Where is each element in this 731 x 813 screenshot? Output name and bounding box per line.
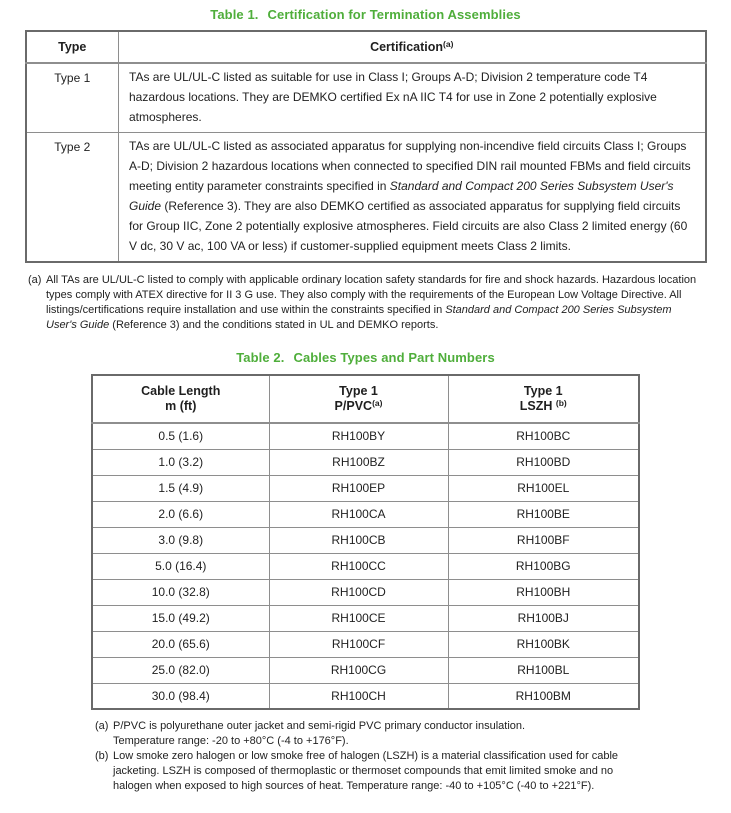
type2-label-cell: Type 2 <box>26 133 119 263</box>
table-row <box>92 449 639 475</box>
table-row <box>92 657 639 683</box>
table1-footnote-a-marker: (a) <box>28 274 42 286</box>
cables-table <box>91 374 640 710</box>
table-row <box>92 579 639 605</box>
table2-footnote-a <box>95 719 651 749</box>
type1-label-cell: Type 1 <box>26 63 119 133</box>
footnote-a-text-part1: All TAs are UL/UL-C listed to comply with applicable ordinary location safety standards for fire and shock hazards. Hazardous location types comply with ATEX directive for II 3 G use. They also comply with the requirements of the European Low Voltage Directive. All listings/certifications require installation and use within the constraints specified in <box>46 274 697 316</box>
ppvc-part-cell: RH100EP <box>269 475 448 501</box>
certification-header-label: Certification <box>370 40 444 54</box>
table-row <box>92 683 639 709</box>
certification-table-row-type2 <box>26 133 706 263</box>
type2-certification-cell <box>119 133 706 263</box>
cable-length-cell: 15.0 (49.2) <box>92 605 269 631</box>
cable-length-cell: 1.0 (3.2) <box>92 449 269 475</box>
table1-footnote-a-text <box>46 273 705 333</box>
certification-table-header-type: Type <box>26 31 119 63</box>
cables-header-cable-length <box>92 375 269 423</box>
cable-length-cell: 5.0 (16.4) <box>92 553 269 579</box>
cable-length-cell: 2.0 (6.6) <box>92 501 269 527</box>
lszh-header-label: LSZH <box>519 399 556 413</box>
table2-footnote-b-marker: (b) <box>95 750 109 762</box>
table1-title-text: Certification for Termination Assemblies <box>267 7 521 22</box>
lszh-part-cell: RH100BK <box>448 631 639 657</box>
lszh-header-line2 <box>453 399 635 414</box>
lszh-part-cell: RH100BL <box>448 657 639 683</box>
cable-length-cell: 25.0 (82.0) <box>92 657 269 683</box>
cable-length-cell: 1.5 (4.9) <box>92 475 269 501</box>
certification-table-header-certification <box>119 31 706 63</box>
table-row <box>92 631 639 657</box>
table-row <box>92 423 639 449</box>
lszh-part-cell: RH100BH <box>448 579 639 605</box>
footnote-a-guide-title: Standard and Compact 200 Series Subsystem User's Guide <box>46 304 672 331</box>
footnote-a-line1: P/PVC is polyurethane outer jacket and semi-rigid PVC primary conductor insulation. <box>113 720 526 732</box>
ppvc-part-cell: RH100CA <box>269 501 448 527</box>
lszh-part-cell: RH100BJ <box>448 605 639 631</box>
lszh-part-cell: RH100BF <box>448 527 639 553</box>
ppvc-header-line1: Type 1 <box>339 384 378 398</box>
ppvc-part-cell: RH100BY <box>269 423 448 449</box>
type2-certification-text-cont: (Reference 3). They are also DEMKO certified as associated apparatus for supplying field circuits for Group IIC, Zone 2 potentially explosive atmospheres. Field circuits are also Class 2 limited energy (60 V dc, 30 V ac, 100 VA or less) if customer-supplied equipment meets Class 2 limits. <box>129 199 688 253</box>
ppvc-header-label: P/PVC <box>334 399 373 413</box>
lszh-part-cell: RH100BD <box>448 449 639 475</box>
ppvc-part-cell: RH100BZ <box>269 449 448 475</box>
table2-title-text: Cables Types and Part Numbers <box>293 350 495 365</box>
lszh-part-cell: RH100BG <box>448 553 639 579</box>
table1-title <box>0 7 731 22</box>
lszh-part-cell: RH100BM <box>448 683 639 709</box>
cable-length-header-line1: Cable Length <box>141 384 221 398</box>
cable-length-cell: 30.0 (98.4) <box>92 683 269 709</box>
table2-footnote-b <box>95 749 651 794</box>
type1-certification-cell: TAs are UL/UL-C listed as suitable for use in Class I; Groups A-D; Division 2 temperature code T4 hazardous locations. They are DEMKO certified Ex nA IIC T4 for use in Zone 2 potentially explosive atmospheres. <box>119 63 706 133</box>
table2-footnote-a-marker: (a) <box>95 720 109 732</box>
cables-header-ppvc <box>269 375 448 423</box>
certification-header-footnote-ref: (a) <box>443 39 454 49</box>
table-row <box>92 527 639 553</box>
table1-title-label: Table 1. <box>210 7 259 22</box>
table2-title <box>0 350 731 365</box>
footnote-a-text-part2: (Reference 3) and the conditions stated in UL and DEMKO reports. <box>109 319 439 331</box>
cables-table-header-row <box>92 375 639 423</box>
table-row <box>92 553 639 579</box>
ppvc-part-cell: RH100CF <box>269 631 448 657</box>
ppvc-header-line2 <box>274 399 444 414</box>
cable-length-cell: 20.0 (65.6) <box>92 631 269 657</box>
table-row <box>92 475 639 501</box>
table1-footnote-a <box>28 273 705 333</box>
certification-table-header-row <box>26 31 706 63</box>
cable-length-cell: 0.5 (1.6) <box>92 423 269 449</box>
ppvc-part-cell: RH100CG <box>269 657 448 683</box>
certification-table-row-type1 <box>26 63 706 133</box>
lszh-header-line1: Type 1 <box>523 384 563 398</box>
cable-length-cell: 3.0 (9.8) <box>92 527 269 553</box>
ppvc-part-cell: RH100CH <box>269 683 448 709</box>
table2-footnote-b-text: Low smoke zero halogen or low smoke free of halogen (LSZH) is a material classification used for cable jacketing. LSZH is composed of thermoplastic or thermoset compounds that emit limited smoke and no halogen when exposed to high sources of heat. Temperature range: -40 to +105°C (-40 to +221°F). <box>113 750 619 792</box>
table-row <box>92 605 639 631</box>
cable-length-header-line2: m (ft) <box>165 399 197 413</box>
table2-footnote-a-text <box>113 719 651 749</box>
lszh-header-footnote-ref: (b) <box>555 398 567 408</box>
ppvc-part-cell: RH100CD <box>269 579 448 605</box>
lszh-part-cell: RH100EL <box>448 475 639 501</box>
type2-certification-guide-title: Standard and Compact 200 Series Subsystem User's Guide <box>129 179 674 213</box>
ppvc-part-cell: RH100CB <box>269 527 448 553</box>
ppvc-part-cell: RH100CE <box>269 605 448 631</box>
cables-header-lszh <box>448 375 639 423</box>
table2-title-label: Table 2. <box>236 350 285 365</box>
lszh-part-cell: RH100BC <box>448 423 639 449</box>
cable-length-cell: 10.0 (32.8) <box>92 579 269 605</box>
type2-certification-text: TAs are UL/UL-C listed as associated apparatus for supplying non-incendive field circuits Class I; Groups A-D; Division 2 hazardous locations when connected to specified DIN rail mounted FBMs and field circuits meeting entity parameter constraints specified in <box>129 139 691 193</box>
lszh-part-cell: RH100BE <box>448 501 639 527</box>
table-row <box>92 501 639 527</box>
certification-table <box>25 30 707 263</box>
footnote-a-line2: Temperature range: -20 to +80°C (-4 to +176°F). <box>113 735 349 747</box>
ppvc-header-footnote-ref: (a) <box>372 398 383 408</box>
ppvc-part-cell: RH100CC <box>269 553 448 579</box>
